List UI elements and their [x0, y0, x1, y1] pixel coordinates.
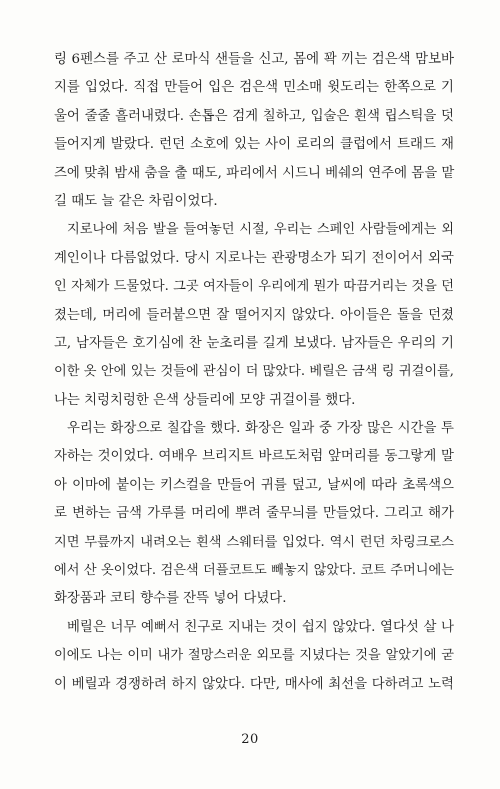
text-line: 졌는데, 머리에 들러붙으면 잘 떨어지지 않았다. 아이들은 돌을 던졌 [54, 307, 454, 323]
text-line: 에서 산 옷이었다. 검은색 더플코트도 빼놓지 않았다. 코트 주머니에는 [54, 563, 454, 579]
text-line: 우리는 화장으로 칠갑을 했다. 화장은 일과 중 가장 많은 시간을 투 [67, 421, 454, 437]
text-line: 인 자체가 드물었다. 그곳 여자들이 우리에게 뭔가 따끔거리는 것을 던 [54, 279, 454, 295]
text-line: 화장품과 코티 향수를 잔뜩 넣어 다녔다. [54, 591, 287, 607]
text-line: 이에도 나는 이미 내가 절망스러운 외모를 지녔다는 것을 알았기에 굳 [54, 648, 454, 664]
text-line: 로 변하는 금색 가루를 머리에 뿌려 줄무늬를 만들었다. 그리고 해가 [54, 506, 454, 522]
text-line: 링 6펜스를 주고 산 로마식 샌들을 신고, 몸에 꽉 끼는 검은색 맘보바 [54, 52, 454, 67]
page-number: 20 [241, 732, 259, 747]
text-line: 길 때도 늘 같은 차림이었다. [54, 193, 218, 209]
body-text [54, 46, 454, 699]
text-line: 지를 입었다. 직접 만들어 입은 검은색 민소매 윗도리는 한쪽으로 기 [54, 80, 454, 96]
text-line: 이한 옷 안에 있는 것들에 관심이 더 많았다. 베릴은 금색 링 귀걸이를, [54, 364, 454, 380]
text-line: 울어 줄줄 흘러내렸다. 손톱은 검게 칠하고, 입술은 흰색 립스틱을 덧 [54, 108, 454, 124]
text-line: 자하는 것이었다. 여배우 브리지트 바르도처럼 앞머리를 동그랗게 말 [54, 449, 454, 465]
text-line: 아 이마에 붙이는 키스컬을 만들어 귀를 덮고, 날씨에 따라 초록색으 [54, 477, 454, 493]
text-line: 즈에 맞춰 밤새 춤을 출 때도, 파리에서 시드니 베쉐의 연주에 몸을 맡 [54, 165, 455, 181]
text-line: 계인이나 다름없었다. 당시 지로나는 관광명소가 되기 전이어서 외국 [54, 250, 454, 266]
text-line: 베릴은 너무 예뻐서 친구로 지내는 것이 쉽지 않았다. 열다섯 살 나 [67, 619, 454, 635]
text-line: 이 베릴과 경쟁하려 하지 않았다. 다만, 매사에 최선을 다하려고 노력 [54, 676, 454, 692]
text-line: 들어지게 발랐다. 런던 소호에 있는 사이 로리의 클럽에서 트래드 재 [54, 137, 454, 153]
text-line: 지로나에 처음 발을 들여놓던 시절, 우리는 스페인 사람들에게는 외 [67, 222, 454, 238]
text-line: 나는 치렁치렁한 은색 상들리에 모양 귀걸이를 했다. [54, 392, 356, 408]
text-line: 고, 남자들은 호기심에 찬 눈초리를 길게 보냈다. 남자들은 우리의 기 [54, 335, 454, 351]
text-line: 지면 무릎까지 내려오는 흰색 스웨터를 입었다. 역시 런던 차링크로스 [54, 534, 454, 550]
